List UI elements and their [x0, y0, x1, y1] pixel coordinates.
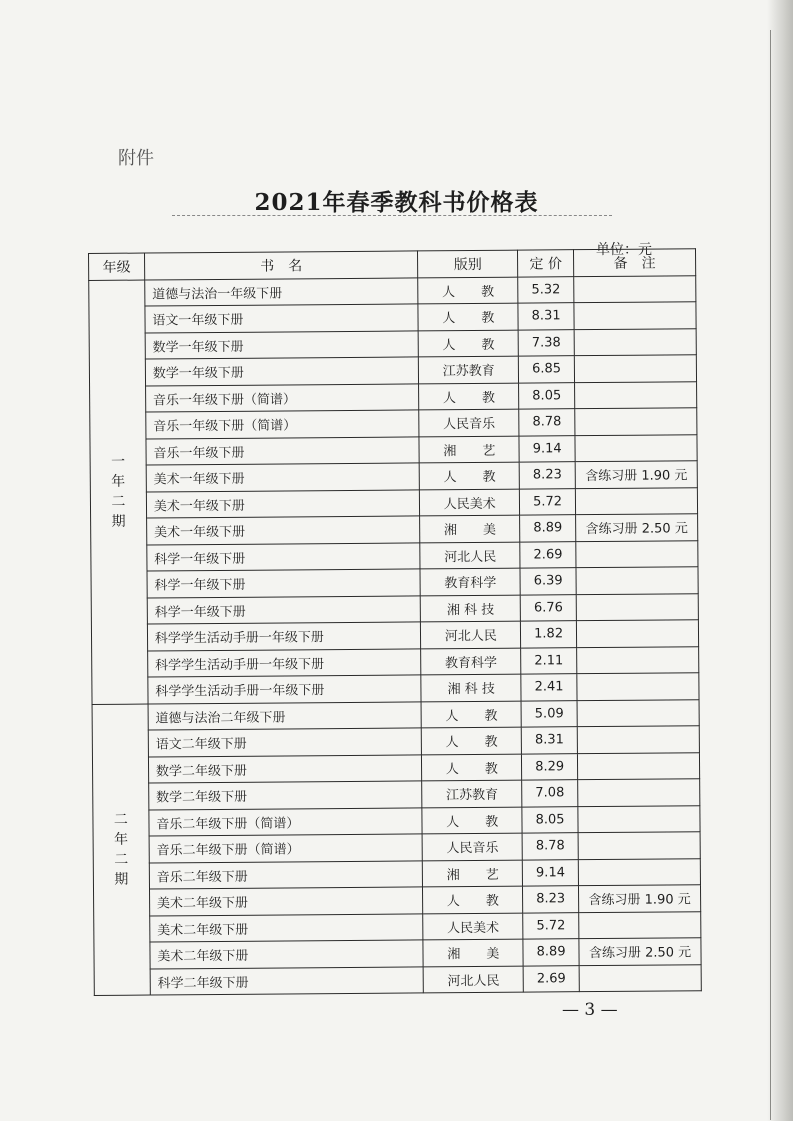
page-number: — 3 —: [562, 1000, 618, 1020]
publisher-cell: 湘 艺: [423, 860, 523, 887]
note-cell: [577, 752, 699, 779]
price-cell: 8.29: [522, 753, 578, 780]
note-cell: [576, 593, 698, 620]
publisher-cell: 人 教: [418, 277, 518, 304]
book-name-cell: 科学一年级下册: [147, 542, 421, 571]
book-name-cell: 语文一年级下册: [145, 304, 419, 333]
book-name-cell: 数学一年级下册: [145, 330, 419, 359]
publisher-cell: 河北人民: [420, 542, 520, 569]
grade-cell: [89, 280, 148, 704]
book-name-cell: 数学二年级下册: [148, 754, 422, 783]
note-cell: [578, 779, 700, 806]
price-cell: 5.72: [523, 912, 579, 939]
note-cell: [578, 858, 700, 885]
publisher-cell: 人 教: [422, 727, 522, 754]
note-cell: [575, 381, 697, 408]
book-name-cell: 美术二年级下册: [150, 940, 424, 969]
price-cell: 8.89: [523, 939, 579, 966]
price-cell: 2.11: [521, 647, 577, 674]
book-name-cell: 语文二年级下册: [148, 728, 422, 757]
note-cell: [577, 699, 699, 726]
price-cell: 7.38: [518, 329, 574, 356]
price-cell: 1.82: [521, 621, 577, 648]
price-cell: 2.69: [520, 541, 576, 568]
price-cell: 8.23: [519, 462, 575, 489]
book-name-cell: 美术一年级下册: [146, 463, 420, 492]
price-cell: 8.23: [523, 886, 579, 913]
header-price: 定 价: [518, 250, 574, 277]
publisher-cell: 湘 美: [420, 515, 520, 542]
book-name-cell: 数学一年级下册: [145, 357, 419, 386]
note-cell: [579, 964, 701, 991]
price-cell: 8.78: [522, 833, 578, 860]
book-name-cell: 美术二年级下册: [150, 913, 424, 942]
publisher-cell: 人 教: [423, 886, 523, 913]
note-cell: [575, 408, 697, 435]
note-cell: [576, 620, 698, 647]
note-cell: [576, 567, 698, 594]
publisher-cell: 人民美术: [423, 913, 523, 940]
publisher-cell: 人 教: [418, 303, 518, 330]
price-cell: 5.09: [521, 700, 577, 727]
header-grade: 年级: [89, 253, 145, 280]
book-name-cell: 科学学生活动手册一年级下册: [147, 648, 421, 677]
note-cell: [576, 540, 698, 567]
publisher-cell: 人 教: [422, 807, 522, 834]
note-cell: [578, 832, 700, 859]
table-row: [94, 964, 701, 995]
grade-cell: [92, 704, 150, 996]
price-cell: 8.31: [518, 303, 574, 330]
note-cell: [577, 726, 699, 753]
book-name-cell: 美术一年级下册: [146, 516, 420, 545]
book-name-cell: 科学二年级下册: [150, 966, 424, 995]
note-cell: [574, 275, 696, 302]
note-cell: [574, 302, 696, 329]
publisher-cell: 人 教: [419, 383, 519, 410]
publisher-cell: 人 教: [422, 754, 522, 781]
book-name-cell: 美术二年级下册: [149, 887, 423, 916]
price-cell: 8.05: [522, 806, 578, 833]
book-name-cell: 音乐二年级下册（简谱）: [149, 834, 423, 863]
publisher-cell: 湘 科 技: [421, 674, 521, 701]
price-cell: 9.14: [522, 859, 578, 886]
book-name-cell: 数学二年级下册: [149, 781, 423, 810]
table-body: [89, 275, 702, 995]
price-cell: 9.14: [519, 435, 575, 462]
price-cell: 8.89: [520, 515, 576, 542]
book-name-cell: 科学一年级下册: [147, 569, 421, 598]
publisher-cell: 湘 艺: [419, 436, 519, 463]
book-name-cell: 音乐一年级下册（简谱）: [146, 410, 420, 439]
note-cell: 含练习册 2.50 元: [579, 938, 701, 965]
publisher-cell: 江苏教育: [419, 356, 519, 383]
publisher-cell: 人 教: [420, 462, 520, 489]
publisher-cell: 教育科学: [421, 648, 521, 675]
note-cell: [574, 328, 696, 355]
publisher-cell: 河北人民: [424, 966, 524, 993]
publisher-cell: 河北人民: [421, 621, 521, 648]
price-cell: 7.08: [522, 780, 578, 807]
book-name-cell: 音乐二年级下册（简谱）: [149, 807, 423, 836]
note-cell: 含练习册 1.90 元: [575, 461, 697, 488]
note-cell: 含练习册 2.50 元: [576, 514, 698, 541]
grade-label: 二年二期: [113, 811, 129, 888]
publisher-cell: 江苏教育: [422, 780, 522, 807]
attachment-label: 附件: [118, 148, 154, 169]
note-cell: [574, 355, 696, 382]
note-cell: [577, 646, 699, 673]
note-cell: [575, 434, 697, 461]
publisher-cell: 湘 美: [423, 939, 523, 966]
page-title: 2021年春季教科书价格表: [254, 189, 539, 216]
book-name-cell: 道德与法治一年级下册: [145, 277, 419, 306]
price-cell: 6.85: [518, 356, 574, 383]
publisher-cell: 人 教: [421, 701, 521, 728]
price-cell: 6.39: [520, 568, 576, 595]
header-note: 备 注: [574, 249, 696, 276]
book-name-cell: 音乐一年级下册（简谱）: [145, 383, 419, 412]
publisher-cell: 人 教: [419, 330, 519, 357]
publisher-cell: 湘 科 技: [421, 595, 521, 622]
price-cell: 8.31: [521, 727, 577, 754]
book-name-cell: 科学一年级下册: [147, 595, 421, 624]
note-cell: [575, 487, 697, 514]
price-cell: 8.05: [519, 382, 575, 409]
price-cell: 6.76: [520, 594, 576, 621]
book-name-cell: 道德与法治二年级下册: [148, 701, 422, 730]
header-publisher: 版别: [418, 250, 518, 277]
price-cell: 8.78: [519, 409, 575, 436]
book-name-cell: 科学学生活动手册一年级下册: [147, 622, 421, 651]
book-name-cell: 美术一年级下册: [146, 489, 420, 518]
publisher-cell: 人民美术: [420, 489, 520, 516]
note-cell: [578, 805, 700, 832]
note-cell: [577, 673, 699, 700]
grade-label: 一年二期: [110, 453, 126, 530]
unit-label: 单位：元: [596, 242, 652, 258]
price-cell: 5.72: [520, 488, 576, 515]
publisher-cell: 人民音乐: [422, 833, 522, 860]
title-underline: [172, 215, 612, 216]
note-cell: 含练习册 1.90 元: [579, 885, 701, 912]
publisher-cell: 人民音乐: [419, 409, 519, 436]
price-table: [88, 248, 702, 996]
price-cell: 2.69: [523, 965, 579, 992]
price-cell: 5.32: [518, 276, 574, 303]
book-name-cell: 音乐二年级下册: [149, 860, 423, 889]
publisher-cell: 教育科学: [420, 568, 520, 595]
note-cell: [579, 911, 701, 938]
book-name-cell: 音乐一年级下册: [146, 436, 420, 465]
header-name: 书 名: [144, 251, 418, 280]
book-name-cell: 科学学生活动手册一年级下册: [148, 675, 422, 704]
price-cell: 2.41: [521, 674, 577, 701]
